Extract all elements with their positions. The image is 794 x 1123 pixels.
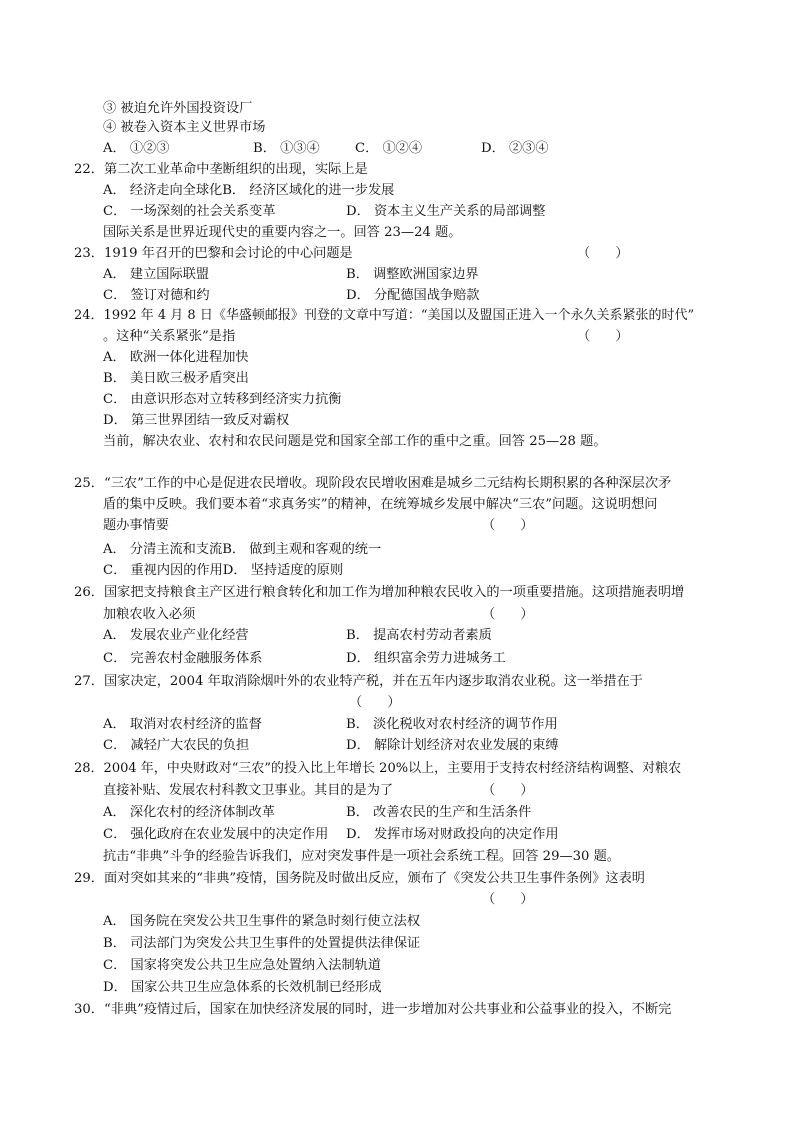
- section-intro-23-24: 国际关系是世界近现代史的重要内容之一。回答 23—24 题。: [103, 225, 462, 240]
- q29-option-b: B． 司法部门为突发公共卫生事件的处置提供法律保证: [103, 936, 421, 951]
- q26-stem-line1: 26．国家把支持粮食主产区进行粮食转化和加工作为增加种粮农民收入的一项重要措施。这项措施表明增: [74, 585, 685, 600]
- q23-option-c: C． 签订对德和约: [103, 288, 210, 303]
- q21-option-a: A． ①②③: [103, 141, 170, 156]
- q24-option-a: A． 欧洲一体化进程加快: [103, 350, 249, 365]
- q24-stem-line2: 。这种“关系紧张”是指: [103, 329, 236, 344]
- q21-option-b: B． ①③④: [253, 141, 320, 156]
- q25-stem-line3: 题办事情要: [103, 518, 169, 533]
- q26-option-a: A． 发展农业产业化经营: [103, 628, 249, 643]
- q23-option-a: A． 建立国际联盟: [103, 267, 210, 282]
- q28-stem-line2: 直接补贴、发展农村科教文卫事业。其目的是为了: [103, 783, 394, 798]
- q24-stem-line1: 24．1992 年 4 月 8 日《华盛顿邮报》刊登的文章中写道：“美国以及盟国正进入一个永久关系紧张的时代”: [74, 308, 695, 323]
- q29-option-c: C． 国家将突发公共卫生应急处置纳入法制轨道: [103, 958, 382, 973]
- q21-option-c: C． ①②④: [355, 141, 423, 156]
- q29-stem: 29．面对突如其来的“非典”疫情，国务院及时做出反应，颁布了《突发公共卫生事件条例》这表明: [74, 871, 645, 886]
- q27-stem: 27．国家决定，2004 年取消除烟叶外的农业特产税，并在五年内逐步取消农业税。这一举措在于: [74, 674, 643, 689]
- q21-item-3: ③ 被迫允许外国投资设厂: [103, 101, 253, 116]
- q27-option-c: C． 减轻广大农民的负担: [103, 738, 250, 753]
- q28-option-d: D． 发挥市场对财政投向的决定作用: [346, 827, 559, 842]
- q29-answer-bracket: （ ）: [482, 892, 534, 907]
- q22-option-d: D． 资本主义生产关系的局部调整: [346, 204, 546, 219]
- q26-option-b: B． 提高农村劳动者素质: [346, 628, 492, 643]
- q27-option-a: A． 取消对农村经济的监督: [103, 717, 262, 732]
- q27-option-b: B． 淡化税收对农村经济的调节作用: [346, 717, 558, 732]
- q28-option-b: B． 改善农民的生产和生活条件: [346, 805, 532, 820]
- q28-answer-bracket: （ ）: [482, 783, 534, 798]
- section-intro-25-28: 当前，解决农业、农村和农民问题是党和国家全部工作的重中之重。回答 25—28 题。: [103, 434, 607, 449]
- q24-answer-bracket: （ ）: [577, 329, 629, 344]
- q23-option-b: B． 调整欧洲国家边界: [346, 267, 479, 282]
- q22-stem: 22．第二次工业革命中垄断组织的出现，实际上是: [74, 162, 368, 177]
- q28-option-a: A． 深化农村的经济体制改革: [103, 805, 275, 820]
- section-intro-29-30: 抗击“非典”斗争的经验告诉我们，应对突发事件是一项社会系统工程。回答 29—30 题。: [103, 849, 620, 864]
- q23-option-d: D． 分配德国战争赔款: [346, 288, 480, 303]
- q21-item-4: ④ 被卷入资本主义世界市场: [103, 120, 266, 135]
- q25-answer-bracket: （ ）: [482, 518, 534, 533]
- q25-stem-line2: 盾的集中反映。我们要本着“求真务实”的精神，在统筹城乡发展中解决“三农”问题。这说明想问: [103, 497, 658, 512]
- q25-stem-line1: 25．“三农”工作的中心是促进农民增收。现阶段农民增收困难是城乡二元结构长期积累的各种深层次矛: [74, 476, 672, 491]
- q26-option-d: D． 组织富余劳力进城务工: [346, 651, 506, 666]
- q21-option-d: D． ②③④: [481, 141, 549, 156]
- q27-option-d: D． 解除计划经济对农业发展的束缚: [346, 738, 559, 753]
- q29-option-d: D． 国家公共卫生应急体系的长效机制已经形成: [103, 980, 382, 995]
- q25-option-cd: C． 重视内因的作用D． 坚持适度的原则: [103, 563, 344, 578]
- q28-stem-line1: 28．2004 年，中央财政对“三农”的投入比上年增长 20%以上，主要用于支持农村经济结构调整、对粮农: [74, 761, 682, 776]
- q23-stem: 23．1919 年召开的巴黎和会讨论的中心问题是: [74, 246, 353, 261]
- q22-option-ab: A． 经济走向全球化B． 经济区域化的进一步发展: [103, 183, 395, 198]
- q23-answer-bracket: （ ）: [577, 246, 629, 261]
- q29-option-a: A． 国务院在突发公共卫生事件的紧急时刻行使立法权: [103, 914, 421, 929]
- q26-answer-bracket: （ ）: [482, 607, 534, 622]
- q26-option-c: C． 完善农村金融服务体系: [103, 651, 263, 666]
- q25-option-ab: A． 分清主流和支流B． 做到主观和客观的统一: [103, 542, 382, 557]
- q24-option-c: C． 由意识形态对立转移到经济实力抗衡: [103, 392, 342, 407]
- q27-answer-bracket: （ ）: [349, 695, 401, 710]
- q26-stem-line2: 加粮农收入必须: [103, 607, 196, 622]
- q22-option-c: C． 一场深刻的社会关系变革: [103, 204, 276, 219]
- q28-option-c: C． 强化政府在农业发展中的决定作用: [103, 827, 329, 842]
- q24-option-d: D． 第三世界团结一致反对霸权: [103, 413, 290, 428]
- q24-option-b: B． 美日欧三极矛盾突出: [103, 371, 249, 386]
- q30-stem: 30．“非典”疫情过后，国家在加快经济发展的同时，进一步增加对公共事业和公益事业的投入，不断完: [74, 1002, 672, 1017]
